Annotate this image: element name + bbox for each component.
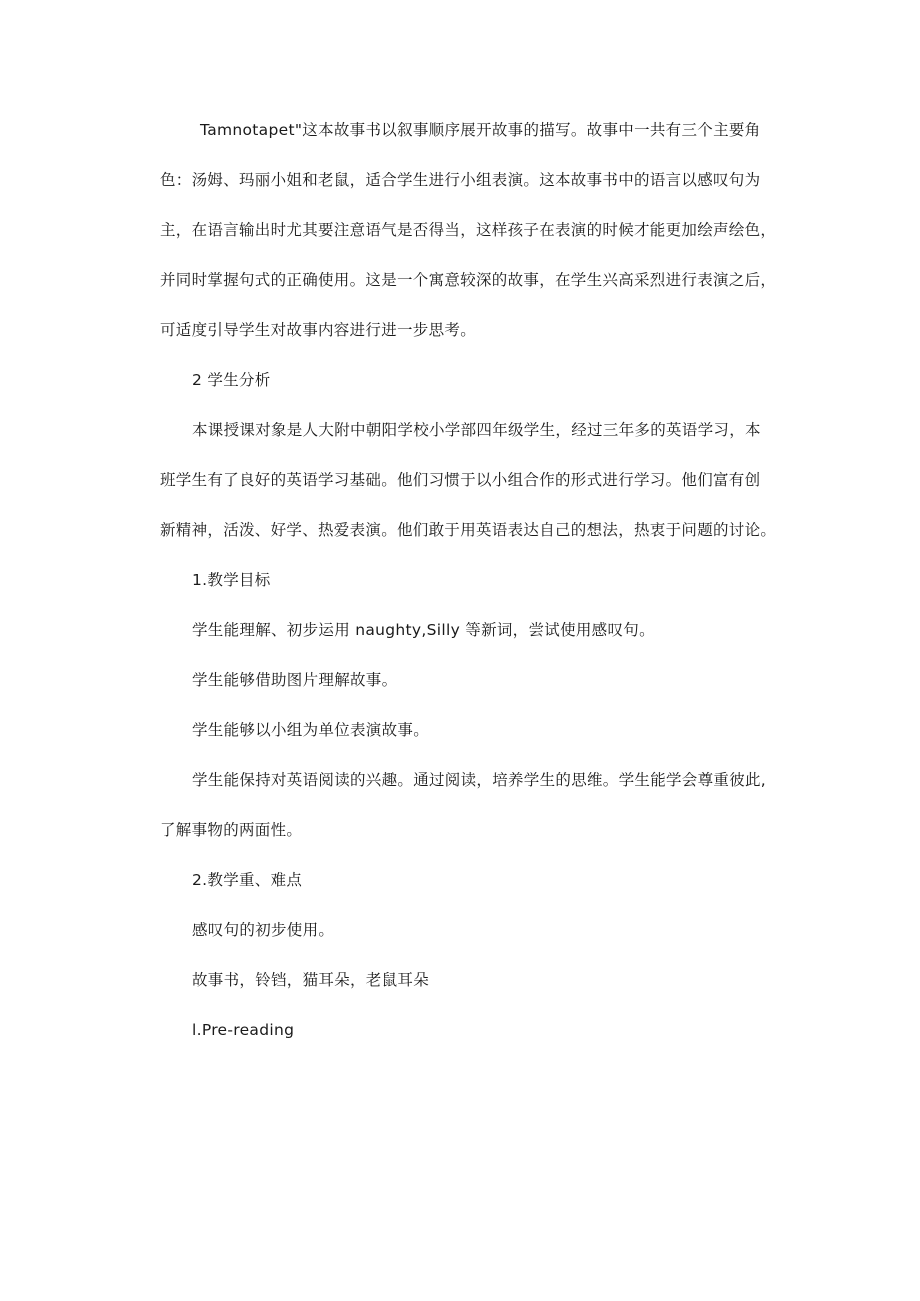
student-analysis-heading: 2 学生分析 [192,371,271,389]
materials-text: 故事书，铃铛，猫耳朵，老鼠耳朵 [192,971,430,989]
story-intro-line-4: 并同时掌握句式的正确使用。这是一个寓意较深的故事，在学生兴高采烈进行表演之后， [160,271,777,289]
key-points-text: 感叹句的初步使用。 [192,921,335,939]
document-body [160,105,777,1055]
teaching-goal-3: 学生能够以小组为单位表演故事。 [192,721,430,739]
story-intro-line-1: Tamnotapet"这本故事书以叙事顺序展开故事的描写。故事中一共有三个主要角 [200,121,761,139]
story-intro-line-3: 主，在语言输出时尤其要注意语气是否得当，这样孩子在表演的时候才能更加绘声绘色， [160,221,777,239]
teaching-goal-4-line-2: 了解事物的两面性。 [160,821,303,839]
student-analysis-line-3: 新精神，活泼、好学、热爱表演。他们敢于用英语表达自己的想法，热衷于问题的讨论。 [160,521,777,539]
pre-reading-heading: l.Pre-reading [192,1021,295,1039]
teaching-goals-heading: 1.教学目标 [192,571,271,589]
teaching-goal-1: 学生能理解、初步运用 naughty,Silly 等新词，尝试使用感叹句。 [192,621,655,639]
teaching-goal-4-line-1: 学生能保持对英语阅读的兴趣。通过阅读，培养学生的思维。学生能学会尊重彼此, [192,771,767,789]
student-analysis-line-1: 本课授课对象是人大附中朝阳学校小学部四年级学生，经过三年多的英语学习，本 [192,421,761,439]
teaching-goal-2: 学生能够借助图片理解故事。 [192,671,398,689]
key-points-heading: 2.教学重、难点 [192,871,303,889]
story-intro-line-5: 可适度引导学生对故事内容进行进一步思考。 [160,321,477,339]
student-analysis-line-2: 班学生有了良好的英语学习基础。他们习惯于以小组合作的形式进行学习。他们富有创 [160,471,761,489]
story-intro-line-2: 色：汤姆、玛丽小姐和老鼠，适合学生进行小组表演。这本故事书中的语言以感叹句为 [160,171,761,189]
